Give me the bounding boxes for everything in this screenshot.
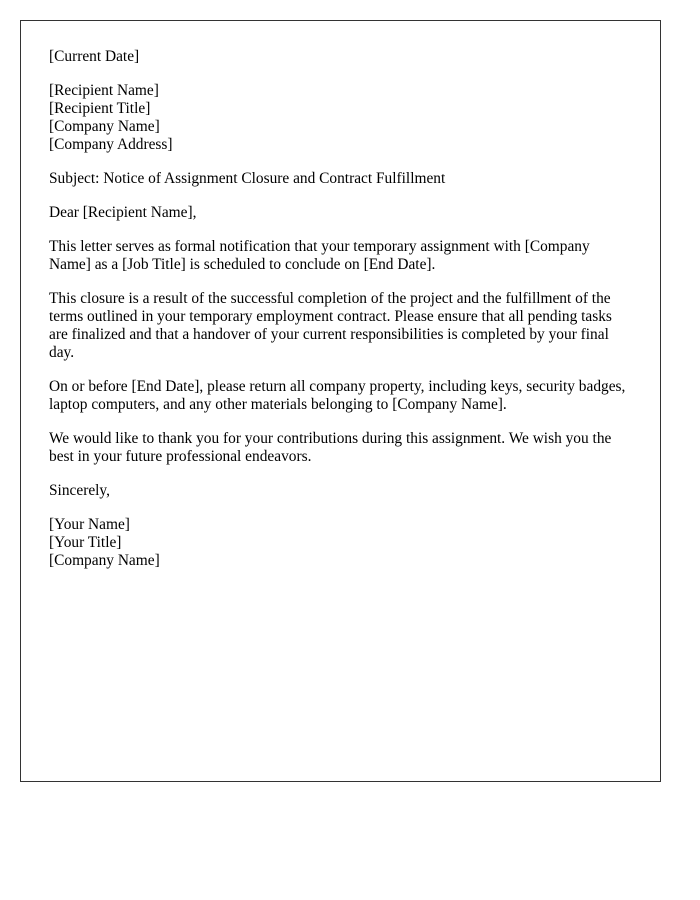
sender-company: [Company Name] (49, 552, 160, 569)
sender-title: [Your Title] (49, 534, 122, 551)
letter (20, 20, 661, 782)
body-paragraph: This closure is a result of the successful completion of the project and the fulfillment of the terms outlined in your temporary employment contract. Please ensure that all pending tasks are finalized and that a handover of your current responsibilities is completed by your final day. (49, 290, 612, 361)
sender-name: [Your Name] (49, 516, 130, 533)
body-paragraph: On or before [End Date], please return all company property, including keys, security badges, laptop computers, and any other materials belonging to [Company Name]. (49, 378, 626, 413)
body-paragraph: This letter serves as formal notification that your temporary assignment with [Company Name] as a [Job Title] is scheduled to conclude on [End Date]. (49, 238, 590, 273)
recipient-address: [Company Address] (49, 136, 173, 153)
subject: Subject: Notice of Assignment Closure and Contract Fulfillment (49, 170, 446, 187)
salutation: Dear [Recipient Name], (49, 204, 197, 221)
recipient-company: [Company Name] (49, 118, 160, 135)
recipient-block (49, 82, 632, 154)
recipient-title: [Recipient Title] (49, 100, 151, 117)
signature-block (49, 516, 632, 570)
body-paragraph: We would like to thank you for your contributions during this assignment. We wish you the best in your future professional endeavors. (49, 430, 612, 465)
closing: Sincerely, (49, 482, 110, 499)
recipient-name: [Recipient Name] (49, 82, 159, 99)
date: [Current Date] (49, 48, 140, 65)
